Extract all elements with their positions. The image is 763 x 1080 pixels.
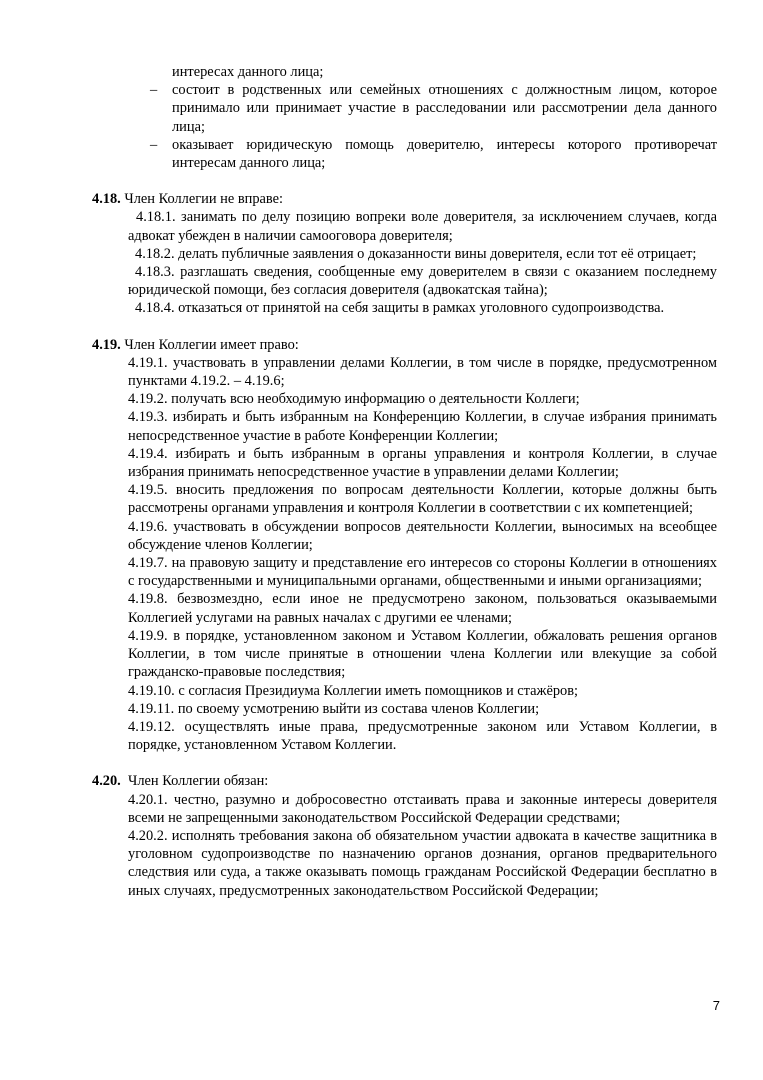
clause-4-19-1: 4.19.1. участвовать в управлении делами Коллегии, в том числе в порядке, предусмотренном пунктами 4.19.2. – 4.19.6;	[128, 354, 717, 390]
clause-4-19-11: 4.19.11. по своему усмотрению выйти из состава членов Коллегии;	[128, 700, 540, 717]
page-number: 7	[712, 998, 720, 1013]
clause-4-19-5: 4.19.5. вносить предложения по вопросам деятельности Коллегии, которые должны быть рассмотрены органами управления и контроля Коллегии в соответствии с их компетенцией;	[128, 482, 717, 517]
section-number: 4.19.	[92, 336, 121, 353]
list-item-text: состоит в родственных или семейных отношениях с должностным лицом, которое принимало или принимает участие в расследовании или рассмотрении дела данного лица;	[172, 82, 717, 135]
dash-bullet: –	[150, 136, 158, 153]
clause-4-18-2: 4.18.2. делать публичные заявления о доказанности вины доверителя, если тот её отрицает;	[135, 245, 697, 262]
list-item	[150, 136, 717, 172]
section-heading-4-18	[92, 190, 717, 208]
section-title: Член Коллегии обязан:	[120, 773, 269, 790]
list-continuation-text: интересах данного лица;	[172, 64, 324, 80]
section-number: 4.20.	[92, 773, 121, 790]
clause-4-20-2: 4.20.2. исполнять требования закона об обязательном участии адвоката в качестве защитника в уголовном судопроизводстве по назначению органов дознания, органов предварительного следствия или суда, а также оказывать помощь гражданам Российской Федерации бесплатно в иных случаях, предусмотренных законодательством Российской Федерации;	[128, 827, 717, 899]
dash-bullet: –	[150, 82, 158, 99]
clause-4-19-12: 4.19.12. осуществлять иные права, предусмотренные законом или Уставом Коллегии, в порядке, установленном Уставом Коллегии.	[128, 718, 717, 754]
clause-4-18-3: 4.18.3. разглашать сведения, сообщенные ему доверителем в связи с оказанием последнему юридической помощи, без согласия доверителя (адвокатская тайна);	[128, 264, 717, 299]
clause-4-18-4: 4.18.4. отказаться от принятой на себя защиты в рамках уголовного судопроизводства.	[135, 300, 665, 317]
list-item-text: оказывает юридическую помощь доверителю, интересы которого противоречат интересам данного лица;	[172, 136, 717, 172]
list-continuation	[172, 63, 717, 81]
clause-4-18-1: 4.18.1. занимать по делу позицию вопреки воле доверителя, за исключением случаев, когда адвокат убежден в наличии самооговора доверителя;	[128, 209, 717, 244]
clause-4-19-7: 4.19.7. на правовую защиту и представление его интересов со стороны Коллегии в отношениях с государственными и муниципальными органами, общественными и иными организациями;	[128, 555, 717, 590]
section-title: Член Коллегии имеет право:	[120, 336, 299, 353]
clause-4-19-9: 4.19.9. в порядке, установленном законом и Уставом Коллегии, обжаловать решения органов Коллегии, в том числе принятые в отношении члена Коллегии или влекущие за собой гражданско-правовые последствия;	[128, 627, 717, 681]
section-number: 4.18.	[92, 191, 121, 208]
section-title: Член Коллегии не вправе:	[120, 191, 283, 208]
clause-4-19-6: 4.19.6. участвовать в обсуждении вопросов деятельности Коллегии, выносимых на всеобщее обсуждение членов Коллегии;	[128, 518, 717, 553]
list-item	[150, 81, 717, 136]
section-heading-4-19	[92, 336, 717, 354]
clause-4-19-2: 4.19.2. получать всю необходимую информацию о деятельности Коллеги;	[128, 391, 580, 408]
clause-4-19-3: 4.19.3. избирать и быть избранным на Конференцию Коллегии, в случае избрания принимать непосредственное участие в работе Конференции Коллегии;	[128, 409, 717, 444]
clause-4-19-8: 4.19.8. безвозмездно, если иное не предусмотрено законом, пользоваться оказываемыми Коллегией услугами на равных началах с другими ее членами;	[128, 591, 717, 626]
clause-4-19-4: 4.19.4. избирать и быть избранным в органы управления и контроля Коллегии, в случае избрания принимать непосредственное участие в управлении делами Коллегии;	[128, 445, 717, 481]
clause-4-19-10: 4.19.10. с согласия Президиума Коллегии иметь помощников и стажёров;	[128, 682, 579, 699]
clause-4-20-1: 4.20.1. честно, разумно и добросовестно отстаивать права и законные интересы доверителя всеми не запрещенными законодательством Российской Федерации средствами;	[128, 791, 717, 826]
section-heading-4-20	[92, 772, 717, 790]
